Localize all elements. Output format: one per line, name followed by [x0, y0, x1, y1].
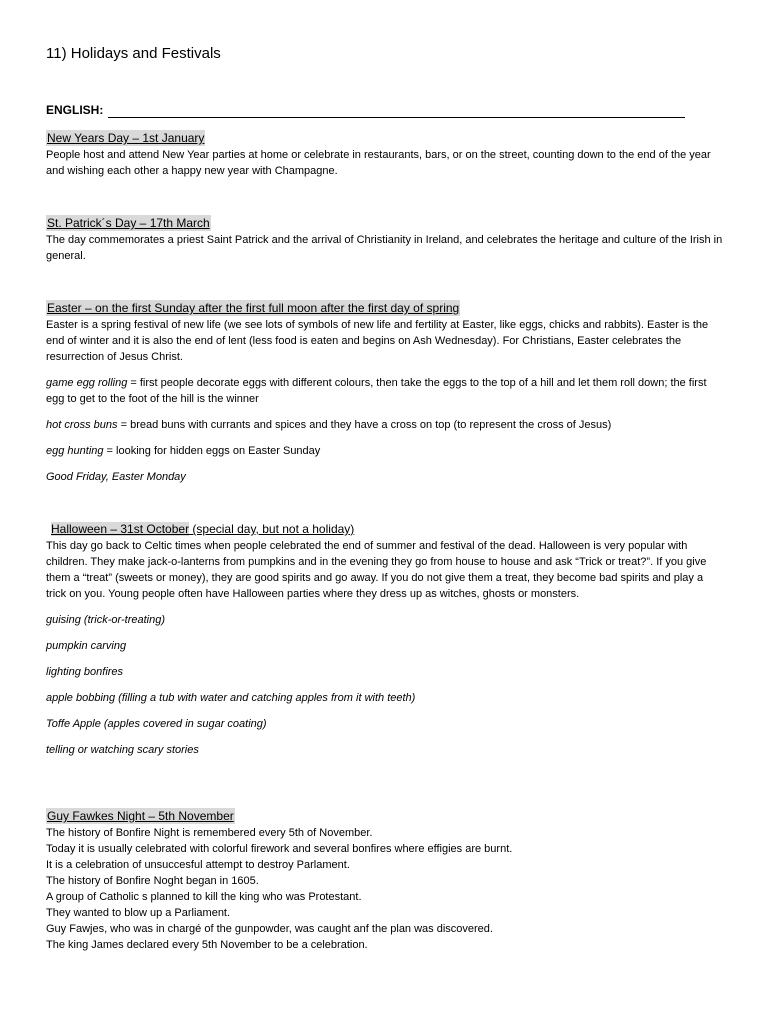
halloween-item: pumpkin carving — [46, 640, 127, 652]
page-title: 11) Holidays and Festivals — [46, 45, 221, 62]
section-halloween — [46, 521, 726, 758]
heading-halloween: Halloween – 31st October — [51, 522, 190, 536]
easter-text: Easter is a spring festival of new life (we see lots of symbols of new life and fertility at Easter, like eggs, chicks and rabbits). Easter is the end of winter and it is also the end of lent (less food is eaten and begins on Ash Wednesday). For Christians, Easter celebrates the resurrection of Jesus Christ. — [46, 319, 709, 363]
guy-fawkes-line: The history of Bonfire Noght began in 1605. — [46, 875, 259, 887]
heading-st-patrick: St. Patrick´s Day – 17th March — [47, 216, 210, 230]
section-easter — [46, 300, 726, 485]
new-year-text: People host and attend New Year parties at home or celebrate in restaurants, bars, or on the street, counting down to the end of the year and wishing each other a happy new year with Champagne. — [46, 149, 711, 177]
easter-egg-hunting — [46, 443, 726, 459]
halloween-item: guising (trick-or-treating) — [46, 614, 166, 626]
egg-rolling-term: game egg rolling — [46, 377, 128, 389]
halloween-text: This day go back to Celtic times when people celebrated the end of summer and festival of the dead. Halloween is very popular with children. They make jack-o-lanterns from pumpkins and in the evening they go from house to house and ask “Trick or treat?”. If you give them a “treat” (sweets or money), they are good spirits and go away. If you do not give them a treat, they become bad spirits and play a trick on you. Young people often have Halloween parties where they dress up as witches, ghosts or monsters. — [46, 540, 707, 600]
halloween-item: Toffe Apple (apples covered in sugar coating) — [46, 718, 267, 730]
cross-buns-term: hot cross buns — [46, 419, 118, 431]
guy-fawkes-line: Guy Fawjes, who was in chargé of the gunpowder, was caught anf the plan was discovered. — [46, 923, 493, 935]
st-patrick-text: The day commemorates a priest Saint Patrick and the arrival of Christianity in Ireland, and celebrates the heritage and culture of the Irish in general. — [46, 234, 723, 262]
section-st-patrick — [46, 215, 726, 264]
section-guy-fawkes — [46, 808, 726, 953]
halloween-item: telling or watching scary stories — [46, 744, 199, 756]
easter-days: Good Friday, Easter Monday — [46, 471, 186, 483]
section-new-year — [46, 130, 726, 179]
heading-easter: Easter – on the first Sunday after the first full moon after the first day of spring — [47, 301, 460, 315]
halloween-item: lighting bonfires — [46, 666, 124, 678]
heading-halloween-wrap — [50, 521, 355, 537]
guy-fawkes-line: The history of Bonfire Night is remembered every 5th of November. — [46, 827, 373, 839]
egg-rolling-definition: = first people decorate eggs with different colours, then take the eggs to the top of a hill and let them roll down; the first egg to get to the foot of the hill is the winner — [46, 377, 707, 405]
english-underline — [108, 117, 685, 118]
heading-new-year: New Years Day – 1st January — [47, 131, 205, 145]
guy-fawkes-line: It is a celebration of unsuccesful attempt to destroy Parlament. — [46, 859, 350, 871]
cross-buns-definition: = bread buns with currants and spices and they have a cross on top (to represent the cross of Jesus) — [117, 419, 612, 431]
heading-guy-fawkes: Guy Fawkes Night – 5th November — [47, 809, 234, 823]
heading-halloween-note: (special day, but not a holiday) — [189, 522, 355, 536]
easter-egg-rolling — [46, 375, 726, 407]
egg-hunting-definition: = looking for hidden eggs on Easter Sunday — [103, 445, 321, 457]
guy-fawkes-line: The king James declared every 5th November to be a celebration. — [46, 939, 368, 951]
egg-hunting-term: egg hunting — [46, 445, 104, 457]
guy-fawkes-line: They wanted to blow up a Parliament. — [46, 907, 231, 919]
easter-cross-buns — [46, 417, 726, 433]
halloween-item: apple bobbing (filling a tub with water and catching apples from it with teeth) — [46, 692, 416, 704]
guy-fawkes-line: A group of Catholic s planned to kill the king who was Protestant. — [46, 891, 362, 903]
guy-fawkes-line: Today it is usually celebrated with colorful firework and several bonfires where effigies are burnt. — [46, 843, 513, 855]
english-label: ENGLISH: — [46, 103, 104, 117]
